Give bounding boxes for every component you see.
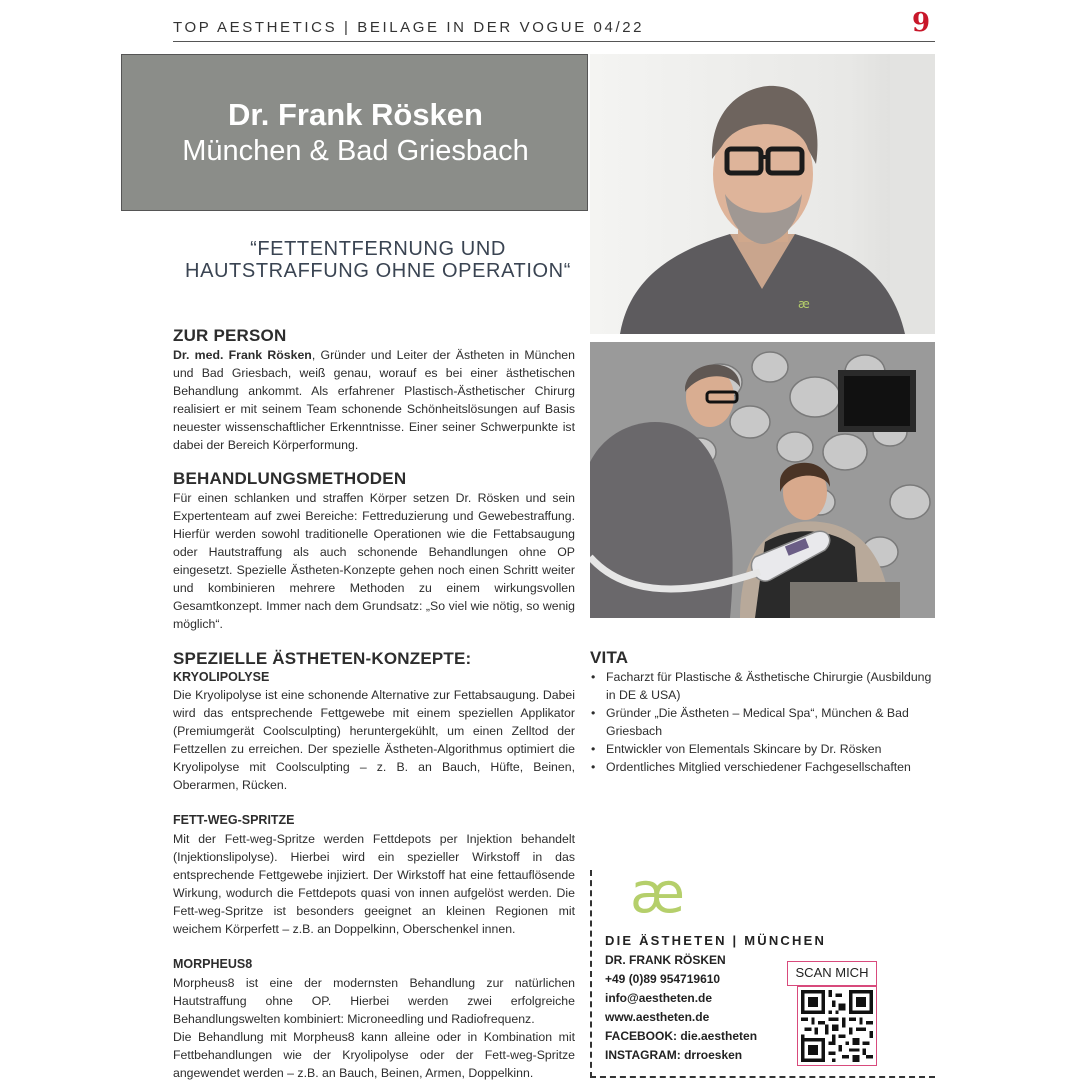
vita-item: • Gründer „Die Ästheten – Medical Spa“, München & Bad Griesbach bbox=[590, 704, 935, 740]
treatment-photo bbox=[590, 342, 935, 618]
methoden-text: Für einen schlanken und straffen Körper setzen Dr. Rösken und sein Expertenteam auf zwei Bereiche: Fettreduzierung und Gewebestraffung. Hierfür werden sowohl traditionelle Operationen wie die Fettabsaugung oder Hautstraffung als auch schonende Behandlungen ohne OP eingesetzt. Spezielle Ästheten-Konzepte gehen noch einen Schritt weiter und kombinieren mehrere Methoden zu einem wirkungsvollen Gesamtkonzept. Immer nach dem Grundsatz: „So viel wie nötig, so wenig möglich“. bbox=[173, 491, 575, 631]
scan-label: SCAN MICH bbox=[787, 961, 877, 986]
quote-line-1: “FETTENTFERNUNG UND bbox=[250, 238, 506, 260]
morpheus8-text bbox=[173, 974, 575, 1082]
section-heading-vita: VITA bbox=[590, 648, 629, 667]
section-heading-konzepte: SPEZIELLE ÄSTHETEN-KONZEPTE: bbox=[173, 649, 472, 668]
kryolipolyse-text: Die Kryolipolyse ist eine schonende Alternative zur Fettabsaugung. Dabei wird das entsprechende Fettgewebe mit einem speziellen Applikator (Premiumgerät Coolsculpting) heruntergekühlt, um einen Zelltod der Fettzellen zu erreichen. Der spezielle Ästheten-Algorithmus optimiert die Kryolipolyse mit Coolsculpting – z. B. an Bauch, Hüfte, Beinen, Oberarmen, Rücken. bbox=[173, 688, 575, 792]
section-heading-zur-person: ZUR PERSON bbox=[173, 326, 287, 345]
contact-facebook[interactable]: FACEBOOK: die.aestheten bbox=[605, 1029, 758, 1043]
header-publication: TOP AESTHETICS | BEILAGE IN DER VOGUE 04/22 bbox=[173, 19, 645, 36]
quote-line-2: HAUTSTRAFFUNG OHNE OPERATION“ bbox=[185, 260, 571, 282]
vita-list bbox=[590, 668, 935, 776]
vita-item: • Facharzt für Plastische & Ästhetische Chirurgie (Ausbildung in DE & USA) bbox=[590, 668, 935, 704]
contact-name: DR. FRANK RÖSKEN bbox=[605, 953, 726, 967]
morpheus8-paragraph-2: Die Behandlung mit Morpheus8 kann alleine oder in Kombination mit Fettbehandlungen wie der Kryolipolyse oder der Fett-weg-Spritze angewendet werden – z.B. an Bauch, Beinen, Armen, Doppelkinn. bbox=[173, 1030, 575, 1080]
zur-person-lead: Dr. med. Frank Rösken bbox=[173, 348, 312, 362]
aestheten-logo-icon bbox=[630, 870, 700, 918]
svg-text:æ: æ bbox=[798, 297, 810, 311]
vita-item: • Ordentliches Mitglied verschiedener Fachgesellschaften bbox=[590, 758, 935, 776]
section-heading-methoden: BEHANDLUNGSMETHODEN bbox=[173, 469, 407, 488]
contact-phone[interactable]: +49 (0)89 954719610 bbox=[605, 972, 721, 986]
zur-person-text bbox=[173, 346, 575, 454]
logo-glyph: æ bbox=[630, 870, 685, 918]
page-number: 9 bbox=[912, 8, 931, 38]
fett-weg-spritze-text: Mit der Fett-weg-Spritze werden Fettdepots per Injektion behandelt (Injektionslipolyse). Hierbei wird ein spezieller Wirkstoff in das entsprechende Fettgewebe injiziert. Der Wirkstoff hat eine fettauflösende Wirkung, wodurch die Fettdepots quasi von innen aufgelöst werden. Die Fett-weg-Spritze ist besonders geeignet an kleinen Regionen mit weichem Körperfett – z.B. an Doppelkinn, Oberschenkel innen. bbox=[173, 832, 575, 936]
headline-quote bbox=[173, 238, 583, 282]
subheading-kryolipolyse: KRYOLIPOLYSE bbox=[173, 670, 270, 684]
doctor-location: München & Bad Griesbach bbox=[182, 135, 529, 167]
zur-person-body: , Gründer und Leiter der Ästheten in München und Bad Griesbach, weiß genau, worauf es bei einer ästhetischen Behandlung ankommt. Als erfahrener Plastisch-Ästhetischer Chirurg realisiert er mit seinem Team schonende Schönheitslösungen auf Basis neuester wissenschaftlicher Erkenntnisse. Einer seiner Schwerpunkte ist dabei der Bereich Körperformung. bbox=[173, 348, 575, 452]
doctor-name: Dr. Frank Rösken bbox=[228, 97, 483, 132]
title-box bbox=[121, 54, 588, 211]
portrait-photo bbox=[590, 54, 935, 334]
vita-item: • Entwickler von Elementals Skincare by Dr. Rösken bbox=[590, 740, 935, 758]
morpheus8-paragraph-1: Morpheus8 ist eine der modernsten Behandlung zur natürlichen Hautstraffung ohne OP. Hierbei werden zwei erfolgreiche Behandlungswelten kombiniert: Microneedling und Radiofrequenz. bbox=[173, 976, 575, 1026]
contact-title: DIE ÄSTHETEN | MÜNCHEN bbox=[605, 933, 827, 948]
contact-email[interactable]: info@aestheten.de bbox=[605, 991, 713, 1005]
contact-details bbox=[605, 951, 757, 1065]
subheading-fett-weg-spritze: FETT-WEG-SPRITZE bbox=[173, 813, 295, 827]
contact-border-left bbox=[590, 870, 592, 1078]
contact-website[interactable]: www.aestheten.de bbox=[605, 1010, 710, 1024]
qr-code-icon[interactable] bbox=[797, 986, 877, 1066]
header-divider bbox=[173, 41, 935, 42]
contact-border-bottom bbox=[590, 1076, 935, 1078]
subheading-morpheus8: MORPHEUS8 bbox=[173, 957, 253, 971]
contact-instagram[interactable]: INSTAGRAM: drroesken bbox=[605, 1048, 743, 1062]
